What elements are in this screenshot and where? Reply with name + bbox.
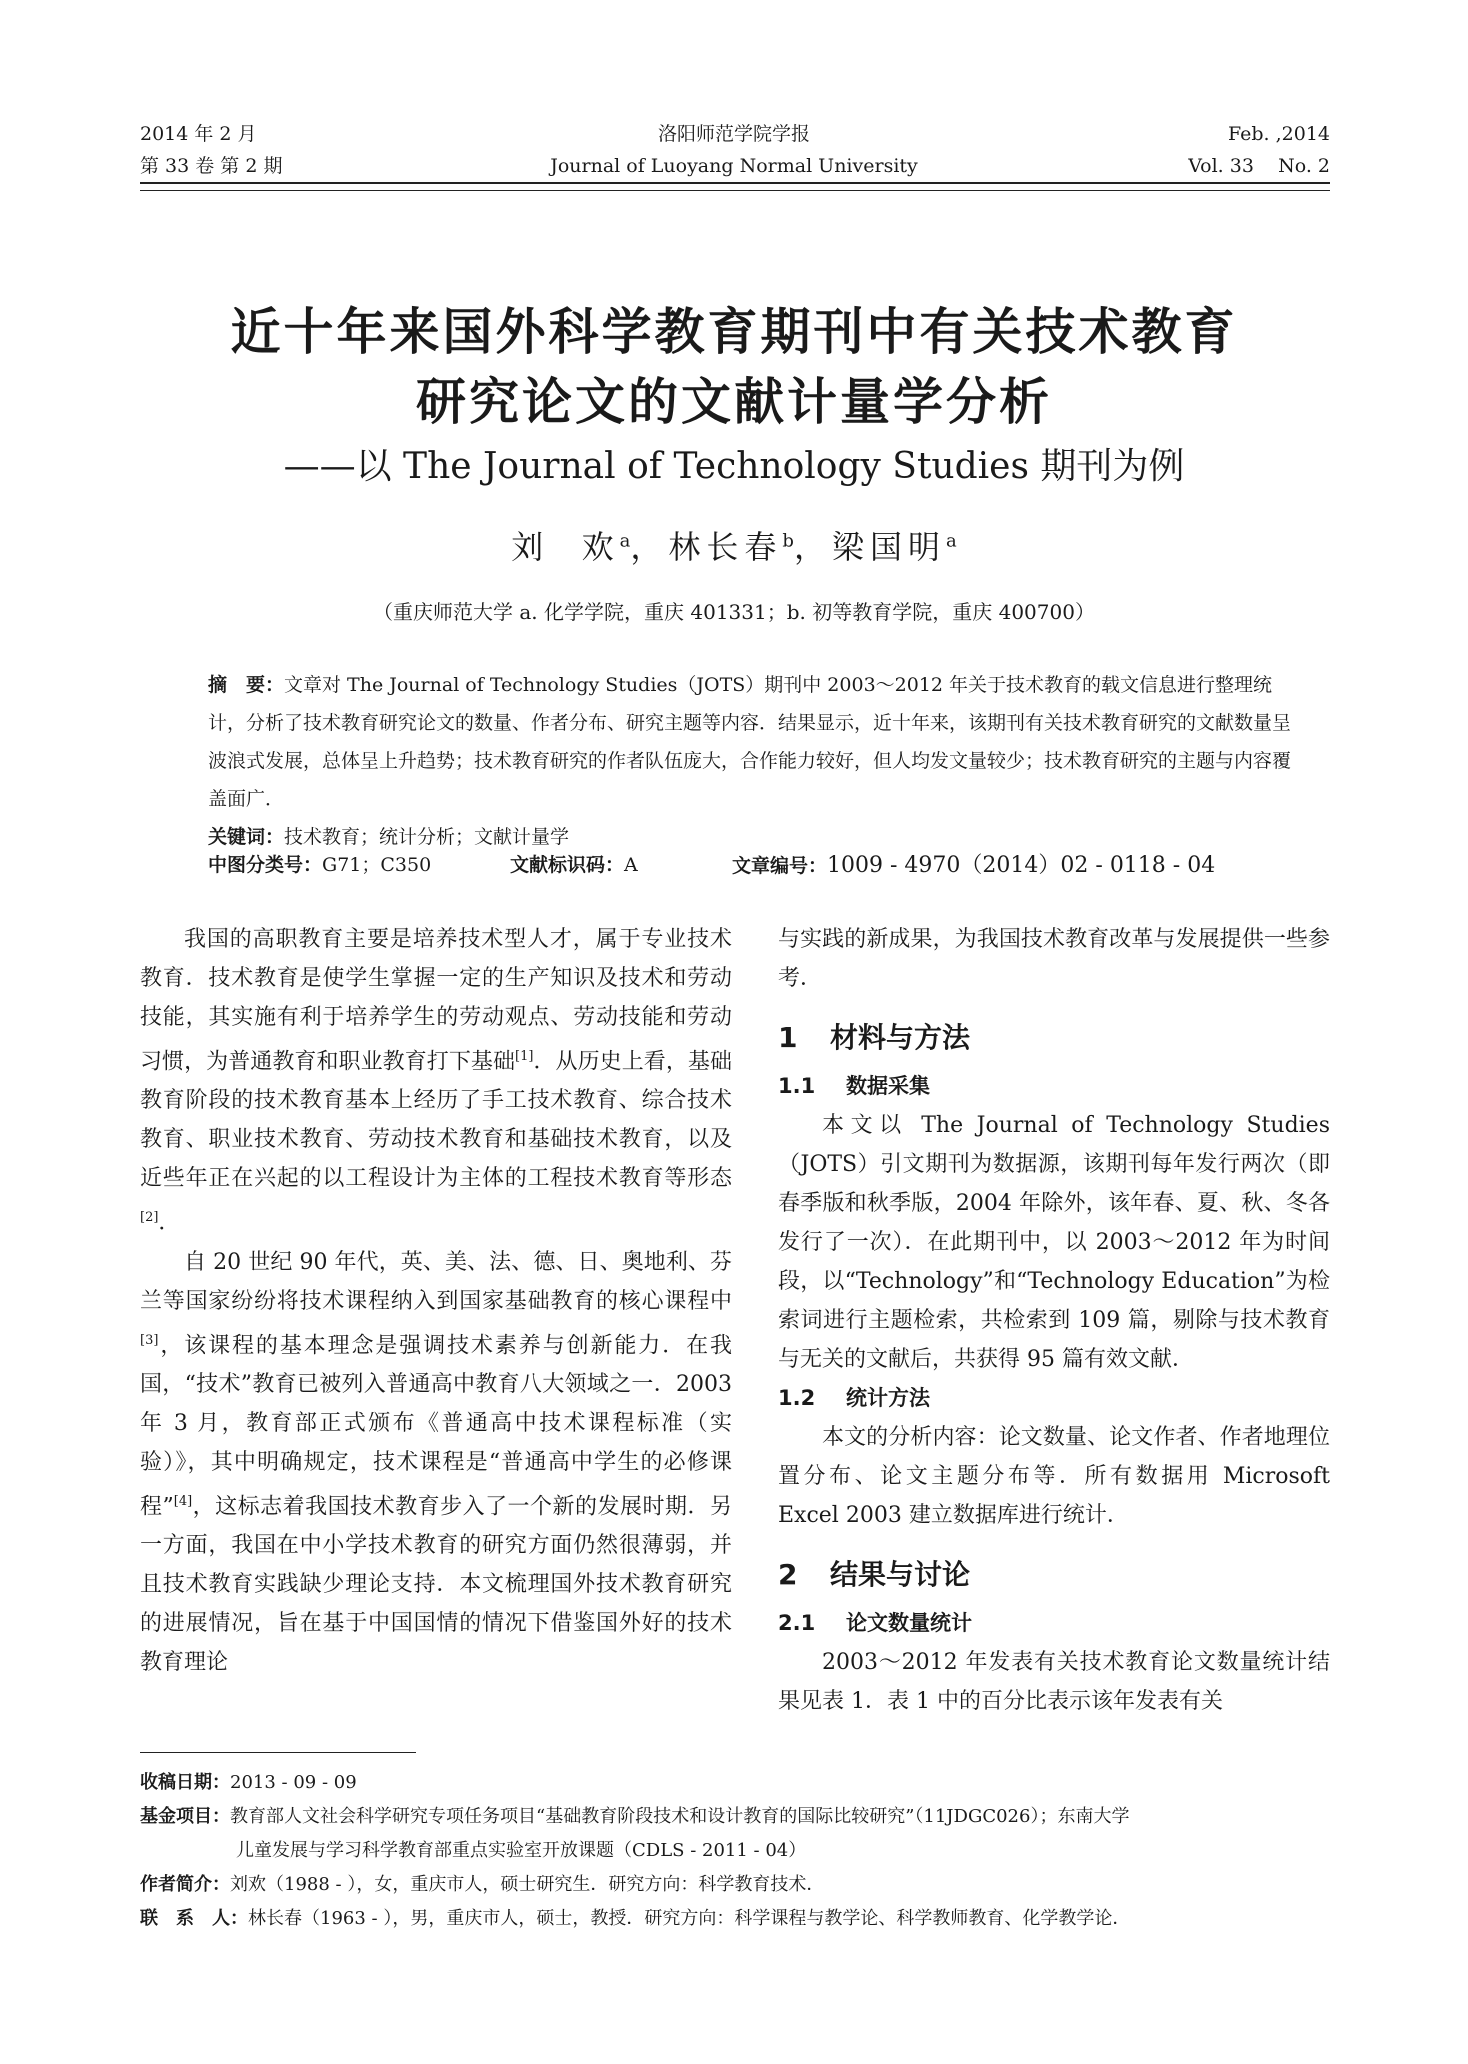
section-heading-1-1 xyxy=(778,1067,1330,1106)
article-number-value: 1009 - 4970（2014）02 - 0118 - 04 xyxy=(827,853,1216,878)
header-rule-thick xyxy=(140,182,1330,184)
body-left-column xyxy=(140,920,732,1682)
author-2: 林长春 xyxy=(668,528,783,566)
abstract-label: 摘 要： xyxy=(208,674,285,696)
author-1-affil: a xyxy=(619,530,631,552)
section-heading-1-2 xyxy=(778,1379,1330,1418)
abstract-text: 文章对 The Journal of Technology Studies（JOTS）期刊中 2003～2012 年关于技术教育的载文信息进行整理统计，分析了技术教育研究论文的数量、作者分布、研究主题等内容．结果显示，近十年来，该期刊有关技术教育研究的文献数量呈波浪式发展，总体呈上升趋势；技术教育研究的作者队伍庞大，合作能力较好，但人均发文量较少；技术教育研究的主题与内容覆盖面广． xyxy=(208,674,1292,810)
section-heading-2-1 xyxy=(778,1604,1330,1643)
issue-date-en: Feb. ,2014 xyxy=(1227,123,1330,145)
classification xyxy=(208,850,431,877)
class-label: 中图分类号： xyxy=(208,854,323,876)
keywords-label: 关键词： xyxy=(208,826,285,848)
paragraph xyxy=(140,1243,732,1683)
paragraph-text: 我国的高职教育主要是培养技术型人才，属于专业技术教育．技术教育是使学生掌握一定的生产知识及技术和劳动技能，其实施有利于培养学生的劳动观点、劳动技能和劳动习惯，为普通教育和职业教育打下基础 xyxy=(140,927,732,1075)
citation-ref[interactable]: [1] xyxy=(515,1049,534,1064)
body-right-column xyxy=(778,920,1330,1721)
paragraph-text: ．从历史上看，基础教育阶段的技术教育基本上经历了手工技术教育、综合技术教育、职业技术教育、劳动技术教育和基础技术教育，以及近些年正在兴起的以工程设计为主体的工程技术教育等形态 xyxy=(140,1049,732,1192)
footnote-label: 收稿日期： xyxy=(140,1772,230,1793)
paper-title-line2: 研究论文的文献计量学分析 xyxy=(416,373,1052,431)
issue-date-cn: 2014 年 2 月 xyxy=(140,123,257,145)
issue-volume-en: Vol. 33 No. 2 xyxy=(1188,155,1330,177)
footnote-label: 作者简介： xyxy=(140,1874,230,1895)
paragraph xyxy=(140,920,732,1243)
section-title: 数据采集 xyxy=(846,1074,930,1098)
paper-subtitle: ——以 The Journal of Technology Studies 期刊为例 xyxy=(283,446,1185,487)
footnote-text: 儿童发展与学习科学教育部重点实验室开放课题（CDLS - 2011 - 04） xyxy=(236,1840,807,1861)
doc-code-label: 文献标识码： xyxy=(510,854,625,876)
footnote-received xyxy=(140,1766,1330,1800)
paragraph: 本文以 The Journal of Technology Studies（JOTS）引文期刊为数据源，该期刊每年发行两次（即春季版和秋季版，2004 年除外，该年春、夏、秋、冬各发行了一次）．在此期刊中，以 2003～2012 年为时间段，以“Technology”和“Technology Education”为检索词进行主题检索，共检索到 109 篇，剔除与技术教育与无关的文献后，共获得 95 篇有效文献． xyxy=(778,1113,1330,1372)
section-title: 论文数量统计 xyxy=(846,1611,972,1635)
paragraph-text: ，这标志着我国技术教育步入了一个新的发展时期．另一方面，我国在中小学技术教育的研究方面仍然很薄弱，并且技术教育实践缺少理论支持．本文梳理国外技术教育研究的进展情况，旨在基于中国国情的情况下借鉴国外好的技术教育理论 xyxy=(140,1494,732,1676)
footnote-rule xyxy=(140,1752,416,1753)
section-number: 1.1 xyxy=(778,1074,816,1098)
paragraph-text: ，该课程的基本理念是强调技术素养与创新能力．在我国，“技术”教育已被列入普通高中教育八大领域之一．2003 年 3 月，教育部正式颁布《普通高中技术课程标准（实验）》，其中明确规定，技术课程是“普通高中学生的必修课程” xyxy=(140,1332,732,1520)
author-2-affil: b xyxy=(782,530,794,552)
section-number: 2.1 xyxy=(778,1611,816,1635)
issue-info-en xyxy=(1150,118,1330,182)
footnote-text: 林长春（1963 - ），男，重庆市人，硕士，教授．研究方向：科学课程与教学论、科学教师教育、化学教学论． xyxy=(248,1908,1131,1929)
paragraph: 2003～2012 年发表有关技术教育论文数量统计结果见表 1．表 1 中的百分比表示该年发表有关 xyxy=(778,1650,1330,1714)
author-3: 梁国明 xyxy=(831,528,946,566)
keywords-text: 技术教育；统计分析；文献计量学 xyxy=(284,826,570,848)
section-heading-1 xyxy=(778,1018,1330,1057)
abstract-body xyxy=(208,666,1308,818)
author-1: 刘 欢 xyxy=(511,528,620,566)
author-list xyxy=(80,522,1388,568)
footnote-text: 2013 - 09 - 09 xyxy=(230,1772,357,1793)
paragraph: 与实践的新成果，为我国技术教育改革与发展提供一些参考． xyxy=(778,927,1330,991)
header-rule-thin xyxy=(140,190,1330,191)
paragraph-text: ． xyxy=(158,1210,181,1236)
section-title: 材料与方法 xyxy=(830,1021,971,1054)
section-heading-2 xyxy=(778,1555,1330,1594)
citation-ref[interactable]: [4] xyxy=(173,1493,193,1509)
footnote-label: 基金项目： xyxy=(140,1806,230,1827)
author-sep: ， xyxy=(793,528,832,566)
footnote-text: 教育部人文社会科学研究专项任务项目“基础教育阶段技术和设计教育的国际比较研究”（11JDGC026）；东南大学 xyxy=(230,1806,1130,1827)
section-number: 2 xyxy=(778,1558,798,1591)
citation-ref[interactable]: [3] xyxy=(140,1332,159,1348)
footnote-label: 联 系 人： xyxy=(140,1908,248,1929)
footnote-text: 刘欢（1988 - ），女，重庆市人，硕士研究生．研究方向：科学教育技术． xyxy=(230,1874,825,1895)
document-code xyxy=(510,850,638,877)
journal-name-cn: 洛阳师范学院学报 xyxy=(657,123,810,145)
paragraph: 本文的分析内容：论文数量、论文作者、作者地理位置分布、论文主题分布等．所有数据用 Microsoft Excel 2003 建立数据库进行统计． xyxy=(778,1425,1330,1528)
issue-volume-cn: 第 33 卷 第 2 期 xyxy=(140,155,283,177)
abstract xyxy=(208,666,1308,856)
paper-title-line1: 近十年来国外科学教育期刊中有关技术教育 xyxy=(230,303,1238,361)
doc-code-value: A xyxy=(624,854,638,876)
footnote-contact xyxy=(140,1902,1330,1936)
article-number xyxy=(732,848,1215,879)
affiliations: （重庆师范大学 a. 化学学院，重庆 401331；b. 初等教育学院，重庆 400700） xyxy=(373,600,1095,624)
article-number-label: 文章编号： xyxy=(732,855,828,877)
citation-ref[interactable]: [2] xyxy=(140,1210,159,1226)
author-sep: ， xyxy=(630,528,669,566)
section-number: 1 xyxy=(778,1021,798,1054)
section-number: 1.2 xyxy=(778,1386,816,1410)
section-title: 统计方法 xyxy=(846,1386,930,1410)
journal-name-en: Journal of Luoyang Normal University xyxy=(550,155,918,177)
section-title: 结果与讨论 xyxy=(830,1558,971,1591)
journal-name xyxy=(534,118,934,182)
class-value: G71；C350 xyxy=(322,854,432,876)
footnote-author xyxy=(140,1868,1330,1902)
issue-info-cn xyxy=(140,118,282,182)
footnote-fund xyxy=(140,1800,1330,1868)
paragraph-text: 自 20 世纪 90 年代，英、美、法、德、日、奥地利、芬兰等国家纷纷将技术课程纳入到国家基础教育的核心课程中 xyxy=(140,1249,732,1314)
author-3-affil: a xyxy=(945,530,957,552)
